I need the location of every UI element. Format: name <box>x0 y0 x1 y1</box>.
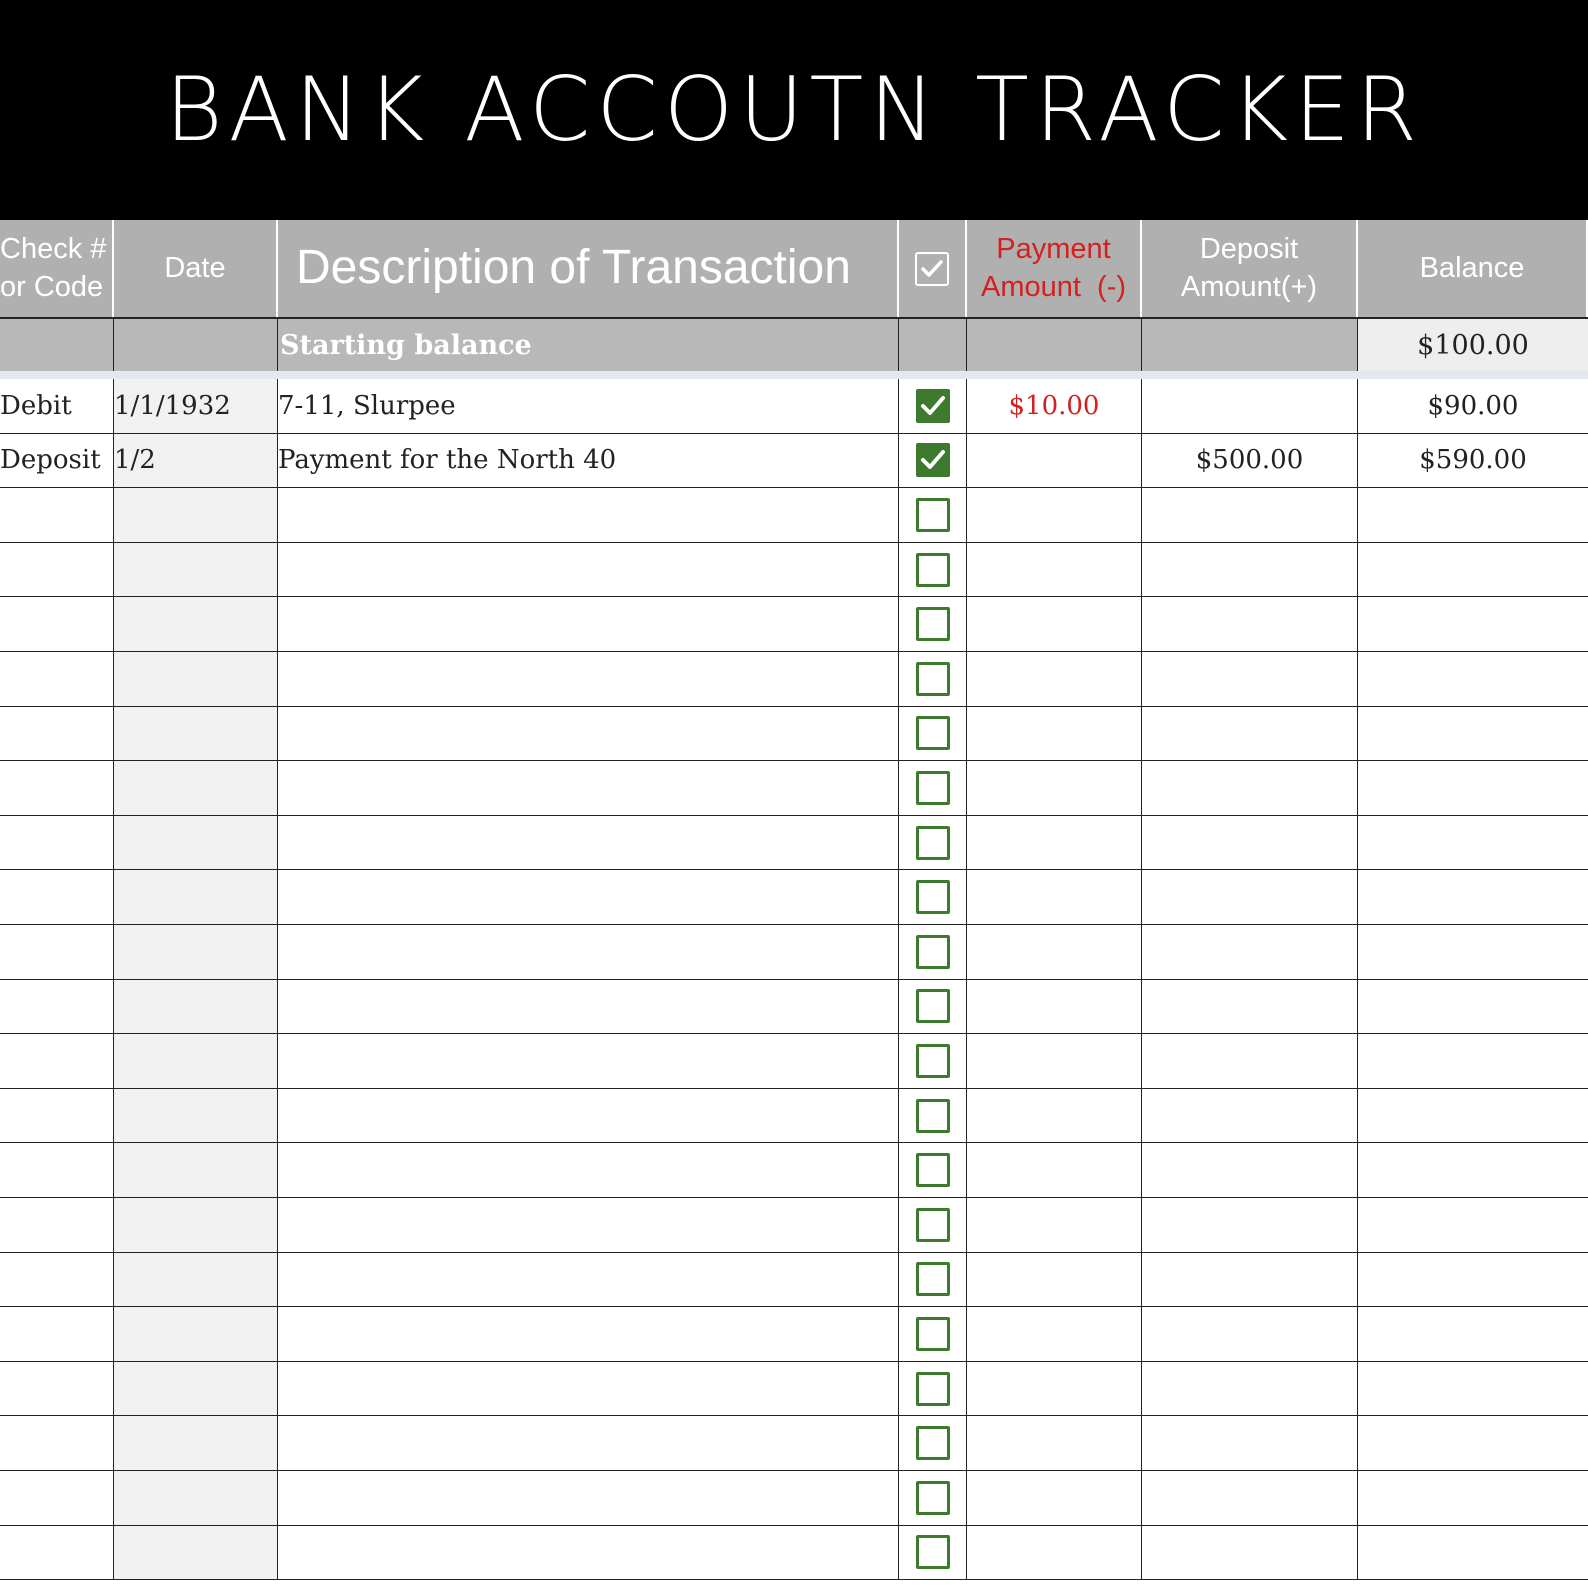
deposit-cell[interactable] <box>1142 1198 1358 1252</box>
deposit-cell[interactable] <box>1142 1362 1358 1416</box>
table-row <box>0 925 1588 980</box>
date-cell[interactable] <box>114 1143 278 1197</box>
table-row <box>0 379 1588 434</box>
cleared-cell[interactable] <box>899 707 967 761</box>
checkbox[interactable] <box>916 662 950 696</box>
deposit-cell[interactable] <box>1142 707 1358 761</box>
date-cell[interactable] <box>114 1253 278 1307</box>
description-cell[interactable] <box>278 1471 899 1525</box>
date-cell[interactable]: 1/2 <box>114 434 278 488</box>
description-cell[interactable] <box>278 1089 899 1143</box>
starting-code-cell[interactable] <box>0 319 114 371</box>
description-cell[interactable] <box>278 816 899 870</box>
date-cell[interactable] <box>114 925 278 979</box>
code-cell[interactable] <box>0 980 114 1034</box>
date-cell[interactable] <box>114 597 278 651</box>
balance-cell[interactable] <box>1358 1416 1588 1470</box>
description-cell[interactable] <box>278 1416 899 1470</box>
description-cell[interactable] <box>278 761 899 815</box>
payment-cell[interactable] <box>967 597 1142 651</box>
table-row <box>0 1198 1588 1253</box>
checkbox[interactable] <box>916 989 950 1023</box>
starting-payment-cell[interactable] <box>967 319 1142 371</box>
description-cell[interactable] <box>278 1253 899 1307</box>
deposit-cell[interactable] <box>1142 1471 1358 1525</box>
cleared-cell[interactable] <box>899 488 967 542</box>
payment-cell[interactable]: $10.00 <box>967 379 1142 433</box>
payment-cell[interactable] <box>967 1253 1142 1307</box>
cleared-cell[interactable] <box>899 1089 967 1143</box>
header-check-code-line1: Check # <box>0 232 107 265</box>
cleared-cell[interactable] <box>899 1034 967 1088</box>
checkbox[interactable] <box>916 1372 950 1406</box>
description-cell[interactable] <box>278 597 899 651</box>
table-row <box>0 1526 1588 1581</box>
date-cell[interactable] <box>114 707 278 761</box>
balance-cell[interactable] <box>1358 1307 1588 1361</box>
header-cleared <box>899 220 967 317</box>
header-check-code <box>0 220 114 317</box>
checkbox[interactable] <box>916 1099 950 1133</box>
date-cell[interactable] <box>114 1089 278 1143</box>
checkbox[interactable] <box>916 1426 950 1460</box>
deposit-cell[interactable] <box>1142 870 1358 924</box>
code-cell[interactable] <box>0 488 114 542</box>
description-cell[interactable] <box>278 1307 899 1361</box>
payment-cell[interactable] <box>967 816 1142 870</box>
table-row <box>0 488 1588 543</box>
starting-deposit-cell[interactable] <box>1142 319 1358 371</box>
deposit-cell[interactable] <box>1142 925 1358 979</box>
date-cell[interactable] <box>114 543 278 597</box>
checkmark-icon <box>920 395 946 417</box>
description-cell[interactable] <box>278 1034 899 1088</box>
checkbox[interactable] <box>916 1262 950 1296</box>
date-cell[interactable] <box>114 1416 278 1470</box>
code-cell[interactable] <box>0 816 114 870</box>
cleared-cell[interactable] <box>899 1526 967 1580</box>
table-row <box>0 870 1588 925</box>
table-row <box>0 1307 1588 1362</box>
checkbox[interactable] <box>916 880 950 914</box>
deposit-cell[interactable] <box>1142 543 1358 597</box>
checkbox[interactable] <box>916 1153 950 1187</box>
payment-cell[interactable] <box>967 1416 1142 1470</box>
cleared-cell[interactable] <box>899 1143 967 1197</box>
date-cell[interactable] <box>114 1362 278 1416</box>
code-cell[interactable] <box>0 1198 114 1252</box>
starting-balance-value[interactable]: $100.00 <box>1358 319 1588 371</box>
cleared-cell[interactable] <box>899 434 967 488</box>
deposit-cell[interactable] <box>1142 1307 1358 1361</box>
date-cell[interactable] <box>114 761 278 815</box>
deposit-cell[interactable] <box>1142 652 1358 706</box>
separator-row <box>0 371 1588 379</box>
date-cell[interactable] <box>114 980 278 1034</box>
code-cell[interactable] <box>0 1307 114 1361</box>
checkbox-checked[interactable] <box>916 443 950 477</box>
checkbox[interactable] <box>916 1317 950 1351</box>
header-description: Description of Transaction <box>278 220 899 317</box>
description-cell[interactable] <box>278 925 899 979</box>
header-payment <box>967 220 1142 317</box>
header-check-code-line2: or Code <box>0 270 104 303</box>
cleared-cell[interactable] <box>899 1198 967 1252</box>
header-deposit-line1: Deposit <box>1199 232 1299 265</box>
description-cell[interactable] <box>278 488 899 542</box>
balance-cell[interactable] <box>1358 1143 1588 1197</box>
description-cell[interactable] <box>278 543 899 597</box>
code-cell[interactable] <box>0 1416 114 1470</box>
date-cell[interactable] <box>114 652 278 706</box>
cleared-cell[interactable] <box>899 1416 967 1470</box>
cleared-cell[interactable] <box>899 1307 967 1361</box>
balance-cell[interactable] <box>1358 1253 1588 1307</box>
payment-cell[interactable] <box>967 1471 1142 1525</box>
code-cell[interactable] <box>0 1526 114 1580</box>
checkbox[interactable] <box>916 826 950 860</box>
deposit-cell[interactable] <box>1142 379 1358 433</box>
balance-cell[interactable] <box>1358 816 1588 870</box>
payment-cell[interactable] <box>967 543 1142 597</box>
code-cell[interactable] <box>0 1143 114 1197</box>
payment-cell[interactable] <box>967 1198 1142 1252</box>
description-cell[interactable] <box>278 1526 899 1580</box>
checkmark-icon <box>920 449 946 471</box>
payment-cell[interactable] <box>967 1089 1142 1143</box>
code-cell[interactable] <box>0 1034 114 1088</box>
payment-cell[interactable] <box>967 434 1142 488</box>
deposit-cell[interactable] <box>1142 980 1358 1034</box>
code-cell[interactable] <box>0 597 114 651</box>
header-payment-line2: Amount (-) <box>980 270 1127 303</box>
cleared-cell[interactable] <box>899 543 967 597</box>
table-row <box>0 597 1588 652</box>
starting-date-cell[interactable] <box>114 319 278 371</box>
table-row <box>0 1416 1588 1471</box>
deposit-cell[interactable] <box>1142 597 1358 651</box>
deposit-cell[interactable] <box>1142 488 1358 542</box>
balance-cell[interactable] <box>1358 761 1588 815</box>
description-cell[interactable] <box>278 652 899 706</box>
checkbox[interactable] <box>916 1044 950 1078</box>
description-cell[interactable] <box>278 707 899 761</box>
payment-cell[interactable] <box>967 980 1142 1034</box>
code-cell[interactable] <box>0 1471 114 1525</box>
header-payment-line1: Payment <box>996 232 1111 265</box>
checkbox[interactable] <box>916 1481 950 1515</box>
cleared-cell[interactable] <box>899 1253 967 1307</box>
page-title: BANK ACCOUTN TRACKER <box>165 58 1423 161</box>
balance-cell[interactable] <box>1358 925 1588 979</box>
deposit-cell[interactable] <box>1142 1526 1358 1580</box>
table-row <box>0 1471 1588 1526</box>
date-cell[interactable] <box>114 1526 278 1580</box>
header-date: Date <box>114 220 278 317</box>
balance-cell[interactable] <box>1358 543 1588 597</box>
checkbox[interactable] <box>916 716 950 750</box>
cleared-cell[interactable] <box>899 870 967 924</box>
table-row <box>0 1089 1588 1144</box>
date-cell[interactable] <box>114 1198 278 1252</box>
table-row <box>0 1253 1588 1308</box>
checkbox[interactable] <box>916 1535 950 1569</box>
code-cell[interactable]: Deposit <box>0 434 114 488</box>
code-cell[interactable] <box>0 707 114 761</box>
code-cell[interactable] <box>0 1089 114 1143</box>
balance-cell[interactable] <box>1358 488 1588 542</box>
starting-balance-row <box>0 317 1588 371</box>
header-deposit-line2: Amount(+) <box>1180 270 1318 303</box>
date-cell[interactable] <box>114 488 278 542</box>
deposit-cell[interactable] <box>1142 1089 1358 1143</box>
header-row <box>0 220 1588 317</box>
deposit-cell[interactable] <box>1142 1253 1358 1307</box>
payment-cell[interactable] <box>967 488 1142 542</box>
checkbox[interactable] <box>916 498 950 532</box>
code-cell[interactable] <box>0 1253 114 1307</box>
payment-cell[interactable] <box>967 1307 1142 1361</box>
balance-cell[interactable] <box>1358 1362 1588 1416</box>
cleared-cell[interactable] <box>899 597 967 651</box>
deposit-cell[interactable] <box>1142 816 1358 870</box>
code-cell[interactable]: Debit <box>0 379 114 433</box>
checkbox[interactable] <box>916 935 950 969</box>
cleared-cell[interactable] <box>899 1362 967 1416</box>
description-cell[interactable] <box>278 1198 899 1252</box>
payment-cell[interactable] <box>967 1034 1142 1088</box>
cleared-cell[interactable] <box>899 652 967 706</box>
balance-cell[interactable] <box>1358 1034 1588 1088</box>
description-cell[interactable] <box>278 980 899 1034</box>
deposit-cell[interactable] <box>1142 1034 1358 1088</box>
code-cell[interactable] <box>0 870 114 924</box>
table-row <box>0 652 1588 707</box>
balance-cell[interactable] <box>1358 1526 1588 1580</box>
code-cell[interactable] <box>0 652 114 706</box>
checkbox[interactable] <box>916 771 950 805</box>
date-cell[interactable] <box>114 816 278 870</box>
checkbox[interactable] <box>916 1208 950 1242</box>
cleared-cell[interactable] <box>899 379 967 433</box>
table-row <box>0 707 1588 762</box>
balance-cell[interactable] <box>1358 980 1588 1034</box>
balance-cell[interactable] <box>1358 1471 1588 1525</box>
payment-cell[interactable] <box>967 761 1142 815</box>
deposit-cell[interactable]: $500.00 <box>1142 434 1358 488</box>
table-row <box>0 1034 1588 1089</box>
code-cell[interactable] <box>0 543 114 597</box>
starting-cleared-cell[interactable] <box>899 319 967 371</box>
table-row <box>0 434 1588 489</box>
description-cell[interactable] <box>278 1143 899 1197</box>
starting-balance-label[interactable]: Starting balance <box>278 319 899 371</box>
description-cell[interactable] <box>278 1362 899 1416</box>
balance-cell[interactable]: $90.00 <box>1427 390 1519 421</box>
cleared-cell[interactable] <box>899 980 967 1034</box>
code-cell[interactable] <box>0 925 114 979</box>
payment-cell[interactable] <box>967 925 1142 979</box>
balance-cell[interactable] <box>1358 1198 1588 1252</box>
payment-cell[interactable] <box>967 707 1142 761</box>
checkbox-checked[interactable] <box>916 389 950 423</box>
deposit-cell[interactable] <box>1142 1416 1358 1470</box>
date-cell[interactable] <box>114 1471 278 1525</box>
date-cell[interactable]: 1/1/1932 <box>114 379 278 433</box>
cleared-cell[interactable] <box>899 925 967 979</box>
title-banner <box>0 0 1588 220</box>
code-cell[interactable] <box>0 1362 114 1416</box>
table-row <box>0 816 1588 871</box>
payment-cell[interactable] <box>967 1526 1142 1580</box>
checkbox[interactable] <box>916 607 950 641</box>
payment-cell[interactable] <box>967 652 1142 706</box>
table-row <box>0 761 1588 816</box>
cleared-cell[interactable] <box>899 1471 967 1525</box>
date-cell[interactable] <box>114 1034 278 1088</box>
checkbox[interactable] <box>916 553 950 587</box>
deposit-cell[interactable] <box>1142 761 1358 815</box>
balance-cell[interactable]: $590.00 <box>1419 445 1527 476</box>
payment-cell[interactable] <box>967 1362 1142 1416</box>
description-cell[interactable] <box>278 870 899 924</box>
table-row <box>0 1143 1588 1198</box>
balance-cell[interactable] <box>1358 707 1588 761</box>
table-row <box>0 1362 1588 1417</box>
balance-cell[interactable] <box>1358 870 1588 924</box>
table-row <box>0 543 1588 598</box>
balance-cell[interactable] <box>1358 652 1588 706</box>
header-balance: Balance <box>1358 220 1588 317</box>
description-cell[interactable]: Payment for the North 40 <box>278 434 899 488</box>
description-cell[interactable]: 7-11, Slurpee <box>278 379 899 433</box>
deposit-cell[interactable] <box>1142 1143 1358 1197</box>
cleared-cell[interactable] <box>899 816 967 870</box>
checkbox-checked-icon <box>915 252 949 286</box>
payment-cell[interactable] <box>967 1143 1142 1197</box>
cleared-cell[interactable] <box>899 761 967 815</box>
table-row <box>0 980 1588 1035</box>
date-cell[interactable] <box>114 1307 278 1361</box>
date-cell[interactable] <box>114 870 278 924</box>
payment-cell[interactable] <box>967 870 1142 924</box>
code-cell[interactable] <box>0 761 114 815</box>
header-deposit <box>1142 220 1358 317</box>
balance-cell[interactable] <box>1358 597 1588 651</box>
balance-cell[interactable] <box>1358 1089 1588 1143</box>
